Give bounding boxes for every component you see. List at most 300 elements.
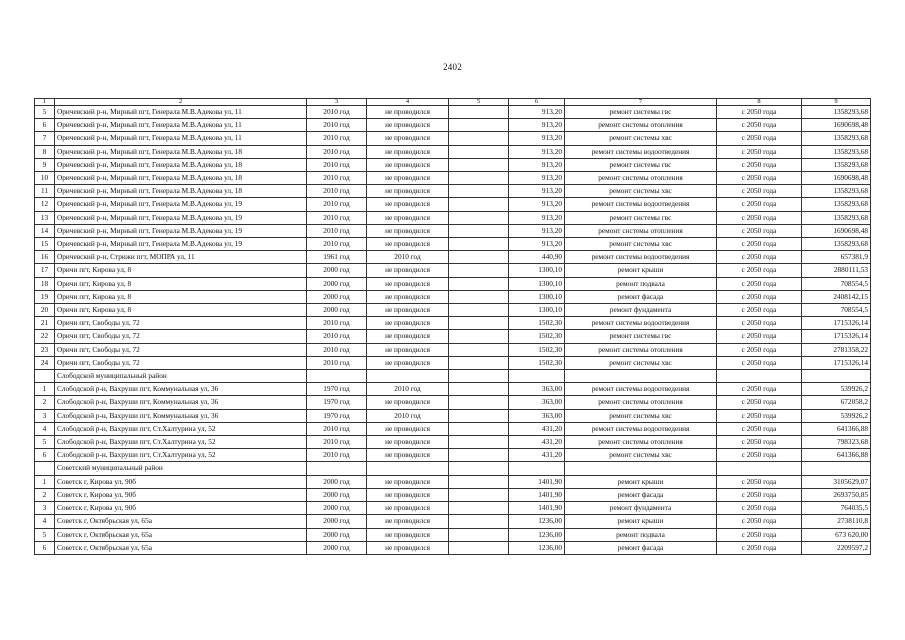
empty-cell: [565, 370, 717, 383]
cost-cell: 1715326,14: [802, 330, 871, 343]
work-type-cell: ремонт системы гвс: [565, 158, 717, 171]
empty-cell: [802, 370, 871, 383]
area-cell: 363,00: [509, 396, 565, 409]
cost-cell: 1358293,68: [802, 106, 871, 119]
year-built-cell: 2010 год: [307, 238, 367, 251]
column-header: 9: [802, 99, 871, 106]
year-built-cell: 2010 год: [307, 198, 367, 211]
term-cell: с 2050 года: [717, 436, 802, 449]
address-cell: Оричевский р-н, Мирный пгт, Генерала М.В.Адекова ул, 11: [55, 119, 307, 132]
address-cell: Оричевский р-н, Мирный пгт, Генерала М.В.Адекова ул, 19: [55, 224, 307, 237]
last-repair-cell: не проводился: [367, 185, 449, 198]
last-repair-cell: не проводился: [367, 158, 449, 171]
cost-cell: 641366,88: [802, 449, 871, 462]
cost-cell: 2738110,8: [802, 515, 871, 528]
row-number: 5: [35, 528, 55, 541]
row-number: 9: [35, 158, 55, 171]
empty-cell: [449, 356, 509, 369]
address-cell: Советск г, Октябрьская ул, 65а: [55, 541, 307, 554]
empty-cell: [449, 238, 509, 251]
last-repair-cell: 2010 год: [367, 383, 449, 396]
cost-cell: 1358293,68: [802, 145, 871, 158]
year-built-cell: 2010 год: [307, 356, 367, 369]
table-row: [35, 277, 871, 290]
table-row: [35, 145, 871, 158]
column-number-row: [35, 99, 871, 106]
last-repair-cell: не проводился: [367, 132, 449, 145]
term-cell: с 2050 года: [717, 198, 802, 211]
cost-cell: 3105629,07: [802, 475, 871, 488]
cost-cell: 798323,68: [802, 436, 871, 449]
last-repair-cell: не проводился: [367, 488, 449, 501]
empty-cell: [449, 198, 509, 211]
address-cell: Оричевский р-н, Мирный пгт, Генерала М.В.Адекова ул, 18: [55, 145, 307, 158]
year-built-cell: 2010 год: [307, 224, 367, 237]
work-type-cell: ремонт системы хвс: [565, 185, 717, 198]
work-type-cell: ремонт системы отопления: [565, 396, 717, 409]
cost-cell: 2209597,2: [802, 541, 871, 554]
last-repair-cell: не проводился: [367, 145, 449, 158]
table-row: [35, 502, 871, 515]
term-cell: с 2050 года: [717, 251, 802, 264]
cost-cell: 1690698,48: [802, 224, 871, 237]
empty-cell: [449, 475, 509, 488]
term-cell: с 2050 года: [717, 409, 802, 422]
empty-cell: [449, 409, 509, 422]
work-type-cell: ремонт подвала: [565, 528, 717, 541]
area-cell: 913,20: [509, 106, 565, 119]
last-repair-cell: 2010 год: [367, 251, 449, 264]
column-header: 3: [307, 99, 367, 106]
area-cell: 913,20: [509, 158, 565, 171]
term-cell: с 2050 года: [717, 158, 802, 171]
area-cell: 913,20: [509, 145, 565, 158]
area-cell: 431,20: [509, 422, 565, 435]
row-number: 14: [35, 224, 55, 237]
area-cell: 1401,90: [509, 502, 565, 515]
address-cell: Оричевский р-н, Мирный пгт, Генерала М.В.Адекова ул, 18: [55, 185, 307, 198]
row-number: 5: [35, 436, 55, 449]
work-type-cell: ремонт фундамента: [565, 502, 717, 515]
term-cell: с 2050 года: [717, 277, 802, 290]
work-type-cell: ремонт системы отопления: [565, 224, 717, 237]
year-built-cell: 2000 год: [307, 515, 367, 528]
area-cell: 1236,00: [509, 541, 565, 554]
table-row: [35, 211, 871, 224]
work-type-cell: ремонт системы хвс: [565, 238, 717, 251]
term-cell: с 2050 года: [717, 488, 802, 501]
cost-cell: 2693750,85: [802, 488, 871, 501]
work-type-cell: ремонт крыши: [565, 264, 717, 277]
area-cell: 913,20: [509, 238, 565, 251]
area-cell: 1401,90: [509, 475, 565, 488]
year-built-cell: 1970 год: [307, 396, 367, 409]
empty-cell: [449, 422, 509, 435]
year-built-cell: 2000 год: [307, 488, 367, 501]
table-row: [35, 172, 871, 185]
last-repair-cell: не проводился: [367, 238, 449, 251]
last-repair-cell: не проводился: [367, 436, 449, 449]
term-cell: с 2050 года: [717, 224, 802, 237]
table-row: [35, 224, 871, 237]
term-cell: с 2050 года: [717, 343, 802, 356]
table-row: [35, 238, 871, 251]
address-cell: Оричевский р-н, Стрижи пгт, МОПРА ул, 11: [55, 251, 307, 264]
row-number: 18: [35, 277, 55, 290]
address-cell: Слободской р-н, Вахруши пгт, Ст.Халтурина ул, 52: [55, 422, 307, 435]
table-row: [35, 541, 871, 554]
table-row: [35, 106, 871, 119]
row-number: 6: [35, 541, 55, 554]
last-repair-cell: не проводился: [367, 119, 449, 132]
row-number: 22: [35, 330, 55, 343]
column-header: 4: [367, 99, 449, 106]
area-cell: 913,20: [509, 172, 565, 185]
last-repair-cell: не проводился: [367, 172, 449, 185]
last-repair-cell: не проводился: [367, 515, 449, 528]
work-type-cell: ремонт системы гвс: [565, 211, 717, 224]
area-cell: 431,20: [509, 449, 565, 462]
cost-cell: 2880111,53: [802, 264, 871, 277]
table-row: [35, 119, 871, 132]
table-row: [35, 409, 871, 422]
row-number: 24: [35, 356, 55, 369]
area-cell: 1300,10: [509, 290, 565, 303]
area-cell: 913,20: [509, 198, 565, 211]
row-number: 2: [35, 488, 55, 501]
empty-cell: [449, 119, 509, 132]
cost-cell: 673 620,00: [802, 528, 871, 541]
empty-cell: [449, 277, 509, 290]
term-cell: с 2050 года: [717, 304, 802, 317]
section-title: Слободской муниципальный район: [55, 370, 307, 383]
work-type-cell: ремонт системы водоотведения: [565, 251, 717, 264]
year-built-cell: 2000 год: [307, 541, 367, 554]
address-cell: Оричевский р-н, Мирный пгт, Генерала М.В.Адекова ул, 11: [55, 106, 307, 119]
term-cell: с 2050 года: [717, 422, 802, 435]
table-row: [35, 475, 871, 488]
empty-cell: [449, 396, 509, 409]
empty-cell: [449, 343, 509, 356]
address-cell: Советск г, Кирова ул, 90б: [55, 502, 307, 515]
address-cell: Оричи пгт, Свободы ул, 72: [55, 356, 307, 369]
empty-cell: [449, 211, 509, 224]
table-row: [35, 356, 871, 369]
year-built-cell: 2000 год: [307, 502, 367, 515]
row-number: 11: [35, 185, 55, 198]
empty-cell: [449, 251, 509, 264]
row-number: 3: [35, 502, 55, 515]
term-cell: с 2050 года: [717, 317, 802, 330]
work-type-cell: ремонт системы хвс: [565, 449, 717, 462]
empty-cell: [449, 449, 509, 462]
empty-cell: [509, 462, 565, 475]
column-header: 8: [717, 99, 802, 106]
term-cell: с 2050 года: [717, 330, 802, 343]
row-number: 19: [35, 290, 55, 303]
year-built-cell: 2000 год: [307, 304, 367, 317]
table-row: [35, 528, 871, 541]
year-built-cell: 2000 год: [307, 264, 367, 277]
row-number: 6: [35, 119, 55, 132]
year-built-cell: 1970 год: [307, 383, 367, 396]
row-number: 6: [35, 449, 55, 462]
empty-cell: [367, 370, 449, 383]
area-cell: 1502,30: [509, 343, 565, 356]
address-cell: Оричевский р-н, Мирный пгт, Генерала М.В.Адекова ул, 19: [55, 198, 307, 211]
term-cell: с 2050 года: [717, 502, 802, 515]
address-cell: Оричи пгт, Свободы ул, 72: [55, 317, 307, 330]
address-cell: Оричевский р-н, Мирный пгт, Генерала М.В.Адекова ул, 11: [55, 132, 307, 145]
row-number: 12: [35, 198, 55, 211]
work-type-cell: ремонт системы водоотведения: [565, 422, 717, 435]
address-cell: Слободской р-н, Вахруши пгт, Коммунальная ул, 36: [55, 396, 307, 409]
area-cell: 1300,10: [509, 304, 565, 317]
last-repair-cell: не проводился: [367, 317, 449, 330]
work-type-cell: ремонт системы отопления: [565, 436, 717, 449]
year-built-cell: 2010 год: [307, 436, 367, 449]
year-built-cell: 2010 год: [307, 172, 367, 185]
term-cell: с 2050 года: [717, 172, 802, 185]
work-type-cell: ремонт крыши: [565, 515, 717, 528]
empty-cell: [449, 462, 509, 475]
empty-cell: [449, 370, 509, 383]
work-type-cell: ремонт системы гвс: [565, 106, 717, 119]
address-cell: Оричевский р-н, Мирный пгт, Генерала М.В.Адекова ул, 19: [55, 238, 307, 251]
work-type-cell: ремонт системы водоотведения: [565, 145, 717, 158]
work-type-cell: ремонт фасада: [565, 541, 717, 554]
last-repair-cell: не проводился: [367, 264, 449, 277]
cost-cell: 708554,5: [802, 277, 871, 290]
cost-cell: 1715326,14: [802, 317, 871, 330]
address-cell: Слободской р-н, Вахруши пгт, Ст.Халтурина ул, 52: [55, 436, 307, 449]
empty-cell: [449, 224, 509, 237]
column-header: 6: [509, 99, 565, 106]
area-cell: 1502,30: [509, 356, 565, 369]
cost-cell: 1358293,68: [802, 238, 871, 251]
empty-cell: [449, 158, 509, 171]
table-row: [35, 290, 871, 303]
empty-cell: [449, 264, 509, 277]
work-type-cell: ремонт системы хвс: [565, 356, 717, 369]
last-repair-cell: не проводился: [367, 211, 449, 224]
table-row: [35, 343, 871, 356]
area-cell: 1502,30: [509, 330, 565, 343]
row-number: 7: [35, 132, 55, 145]
last-repair-cell: не проводился: [367, 422, 449, 435]
cost-cell: 657381,9: [802, 251, 871, 264]
term-cell: с 2050 года: [717, 264, 802, 277]
empty-cell: [367, 462, 449, 475]
area-cell: 1236,00: [509, 515, 565, 528]
table-row: [35, 185, 871, 198]
year-built-cell: 2010 год: [307, 422, 367, 435]
year-built-cell: 2010 год: [307, 330, 367, 343]
table-row: [35, 383, 871, 396]
section-title: Советский муниципальный район: [55, 462, 307, 475]
table-body: [35, 99, 871, 555]
term-cell: с 2050 года: [717, 515, 802, 528]
last-repair-cell: не проводился: [367, 290, 449, 303]
row-number: 10: [35, 172, 55, 185]
work-type-cell: ремонт системы хвс: [565, 132, 717, 145]
cost-cell: 672058,2: [802, 396, 871, 409]
year-built-cell: 1961 год: [307, 251, 367, 264]
column-header: 1: [35, 99, 55, 106]
last-repair-cell: не проводился: [367, 541, 449, 554]
address-cell: Слободской р-н, Вахруши пгт, Ст.Халтурина ул, 52: [55, 449, 307, 462]
cost-cell: 1358293,68: [802, 211, 871, 224]
area-cell: 363,00: [509, 409, 565, 422]
year-built-cell: 2000 год: [307, 528, 367, 541]
address-cell: Советск г, Октябрьская ул, 65а: [55, 515, 307, 528]
empty-cell: [449, 290, 509, 303]
table-row: [35, 132, 871, 145]
cost-cell: 539926,2: [802, 383, 871, 396]
address-cell: Оричи пгт, Свободы ул, 72: [55, 343, 307, 356]
work-type-cell: ремонт системы хвс: [565, 409, 717, 422]
cost-cell: 708554,5: [802, 304, 871, 317]
row-number: 8: [35, 145, 55, 158]
row-number: 16: [35, 251, 55, 264]
last-repair-cell: не проводился: [367, 449, 449, 462]
work-type-cell: ремонт системы отопления: [565, 343, 717, 356]
table-row: [35, 264, 871, 277]
year-built-cell: 2010 год: [307, 211, 367, 224]
empty-cell: [35, 462, 55, 475]
area-cell: 1236,00: [509, 528, 565, 541]
term-cell: с 2050 года: [717, 396, 802, 409]
empty-cell: [449, 330, 509, 343]
last-repair-cell: не проводился: [367, 356, 449, 369]
empty-cell: [307, 370, 367, 383]
term-cell: с 2050 года: [717, 475, 802, 488]
empty-cell: [717, 370, 802, 383]
row-number: 17: [35, 264, 55, 277]
empty-cell: [449, 541, 509, 554]
empty-cell: [449, 383, 509, 396]
empty-cell: [449, 502, 509, 515]
table-row: [35, 317, 871, 330]
table-row: [35, 449, 871, 462]
table-row: [35, 488, 871, 501]
area-cell: 913,20: [509, 119, 565, 132]
cost-cell: 1358293,68: [802, 198, 871, 211]
year-built-cell: 2000 год: [307, 277, 367, 290]
area-cell: 1300,10: [509, 264, 565, 277]
year-built-cell: 1970 год: [307, 409, 367, 422]
empty-cell: [449, 132, 509, 145]
term-cell: с 2050 года: [717, 119, 802, 132]
work-type-cell: ремонт фундамента: [565, 304, 717, 317]
year-built-cell: 2010 год: [307, 158, 367, 171]
work-type-cell: ремонт системы водоотведения: [565, 383, 717, 396]
section-row: [35, 462, 871, 475]
empty-cell: [449, 304, 509, 317]
cost-cell: 1358293,68: [802, 185, 871, 198]
address-cell: Советск г, Октябрьская ул, 65а: [55, 528, 307, 541]
empty-cell: [802, 462, 871, 475]
last-repair-cell: не проводился: [367, 502, 449, 515]
cost-cell: 539926,2: [802, 409, 871, 422]
last-repair-cell: не проводился: [367, 343, 449, 356]
cost-cell: 1358293,68: [802, 132, 871, 145]
column-header: 5: [449, 99, 509, 106]
row-number: 15: [35, 238, 55, 251]
last-repair-cell: не проводился: [367, 198, 449, 211]
area-cell: 913,20: [509, 132, 565, 145]
area-cell: 1502,30: [509, 317, 565, 330]
work-type-cell: ремонт системы отопления: [565, 119, 717, 132]
term-cell: с 2050 года: [717, 145, 802, 158]
work-type-cell: ремонт фасада: [565, 290, 717, 303]
empty-cell: [717, 462, 802, 475]
row-number: 4: [35, 422, 55, 435]
term-cell: с 2050 года: [717, 238, 802, 251]
cost-cell: 1715326,14: [802, 356, 871, 369]
area-cell: 363,00: [509, 383, 565, 396]
cost-cell: 1690698,48: [802, 119, 871, 132]
address-cell: Советск г, Кирова ул, 90б: [55, 475, 307, 488]
empty-cell: [565, 462, 717, 475]
address-cell: Советск г, Кирова ул, 90б: [55, 488, 307, 501]
table-row: [35, 158, 871, 171]
work-type-cell: ремонт системы отопления: [565, 172, 717, 185]
term-cell: с 2050 года: [717, 449, 802, 462]
section-row: [35, 370, 871, 383]
work-type-cell: ремонт фасада: [565, 488, 717, 501]
area-cell: 913,20: [509, 185, 565, 198]
year-built-cell: 2000 год: [307, 475, 367, 488]
empty-cell: [449, 106, 509, 119]
empty-cell: [449, 436, 509, 449]
row-number: 3: [35, 409, 55, 422]
row-number: 13: [35, 211, 55, 224]
term-cell: с 2050 года: [717, 211, 802, 224]
empty-cell: [307, 462, 367, 475]
cost-cell: 764035,5: [802, 502, 871, 515]
address-cell: Слободской р-н, Вахруши пгт, Коммунальная ул, 36: [55, 409, 307, 422]
empty-cell: [449, 488, 509, 501]
row-number: 2: [35, 396, 55, 409]
term-cell: с 2050 года: [717, 356, 802, 369]
row-number: 5: [35, 106, 55, 119]
cost-cell: 641366,88: [802, 422, 871, 435]
address-cell: Оричи пгт, Кирова ул, 8: [55, 304, 307, 317]
table-row: [35, 251, 871, 264]
term-cell: с 2050 года: [717, 132, 802, 145]
row-number: 21: [35, 317, 55, 330]
address-cell: Оричевский р-н, Мирный пгт, Генерала М.В.Адекова ул, 18: [55, 158, 307, 171]
year-built-cell: 2010 год: [307, 185, 367, 198]
term-cell: с 2050 года: [717, 290, 802, 303]
page-number: 2402: [443, 62, 462, 72]
area-cell: 440,90: [509, 251, 565, 264]
area-cell: 431,20: [509, 436, 565, 449]
term-cell: с 2050 года: [717, 541, 802, 554]
row-number: 23: [35, 343, 55, 356]
year-built-cell: 2000 год: [307, 290, 367, 303]
last-repair-cell: не проводился: [367, 277, 449, 290]
row-number: 1: [35, 475, 55, 488]
address-cell: Оричевский р-н, Мирный пгт, Генерала М.В.Адекова ул, 19: [55, 211, 307, 224]
year-built-cell: 2010 год: [307, 449, 367, 462]
area-cell: 913,20: [509, 211, 565, 224]
work-type-cell: ремонт системы гвс: [565, 330, 717, 343]
table-row: [35, 198, 871, 211]
year-built-cell: 2010 год: [307, 119, 367, 132]
row-number: 20: [35, 304, 55, 317]
